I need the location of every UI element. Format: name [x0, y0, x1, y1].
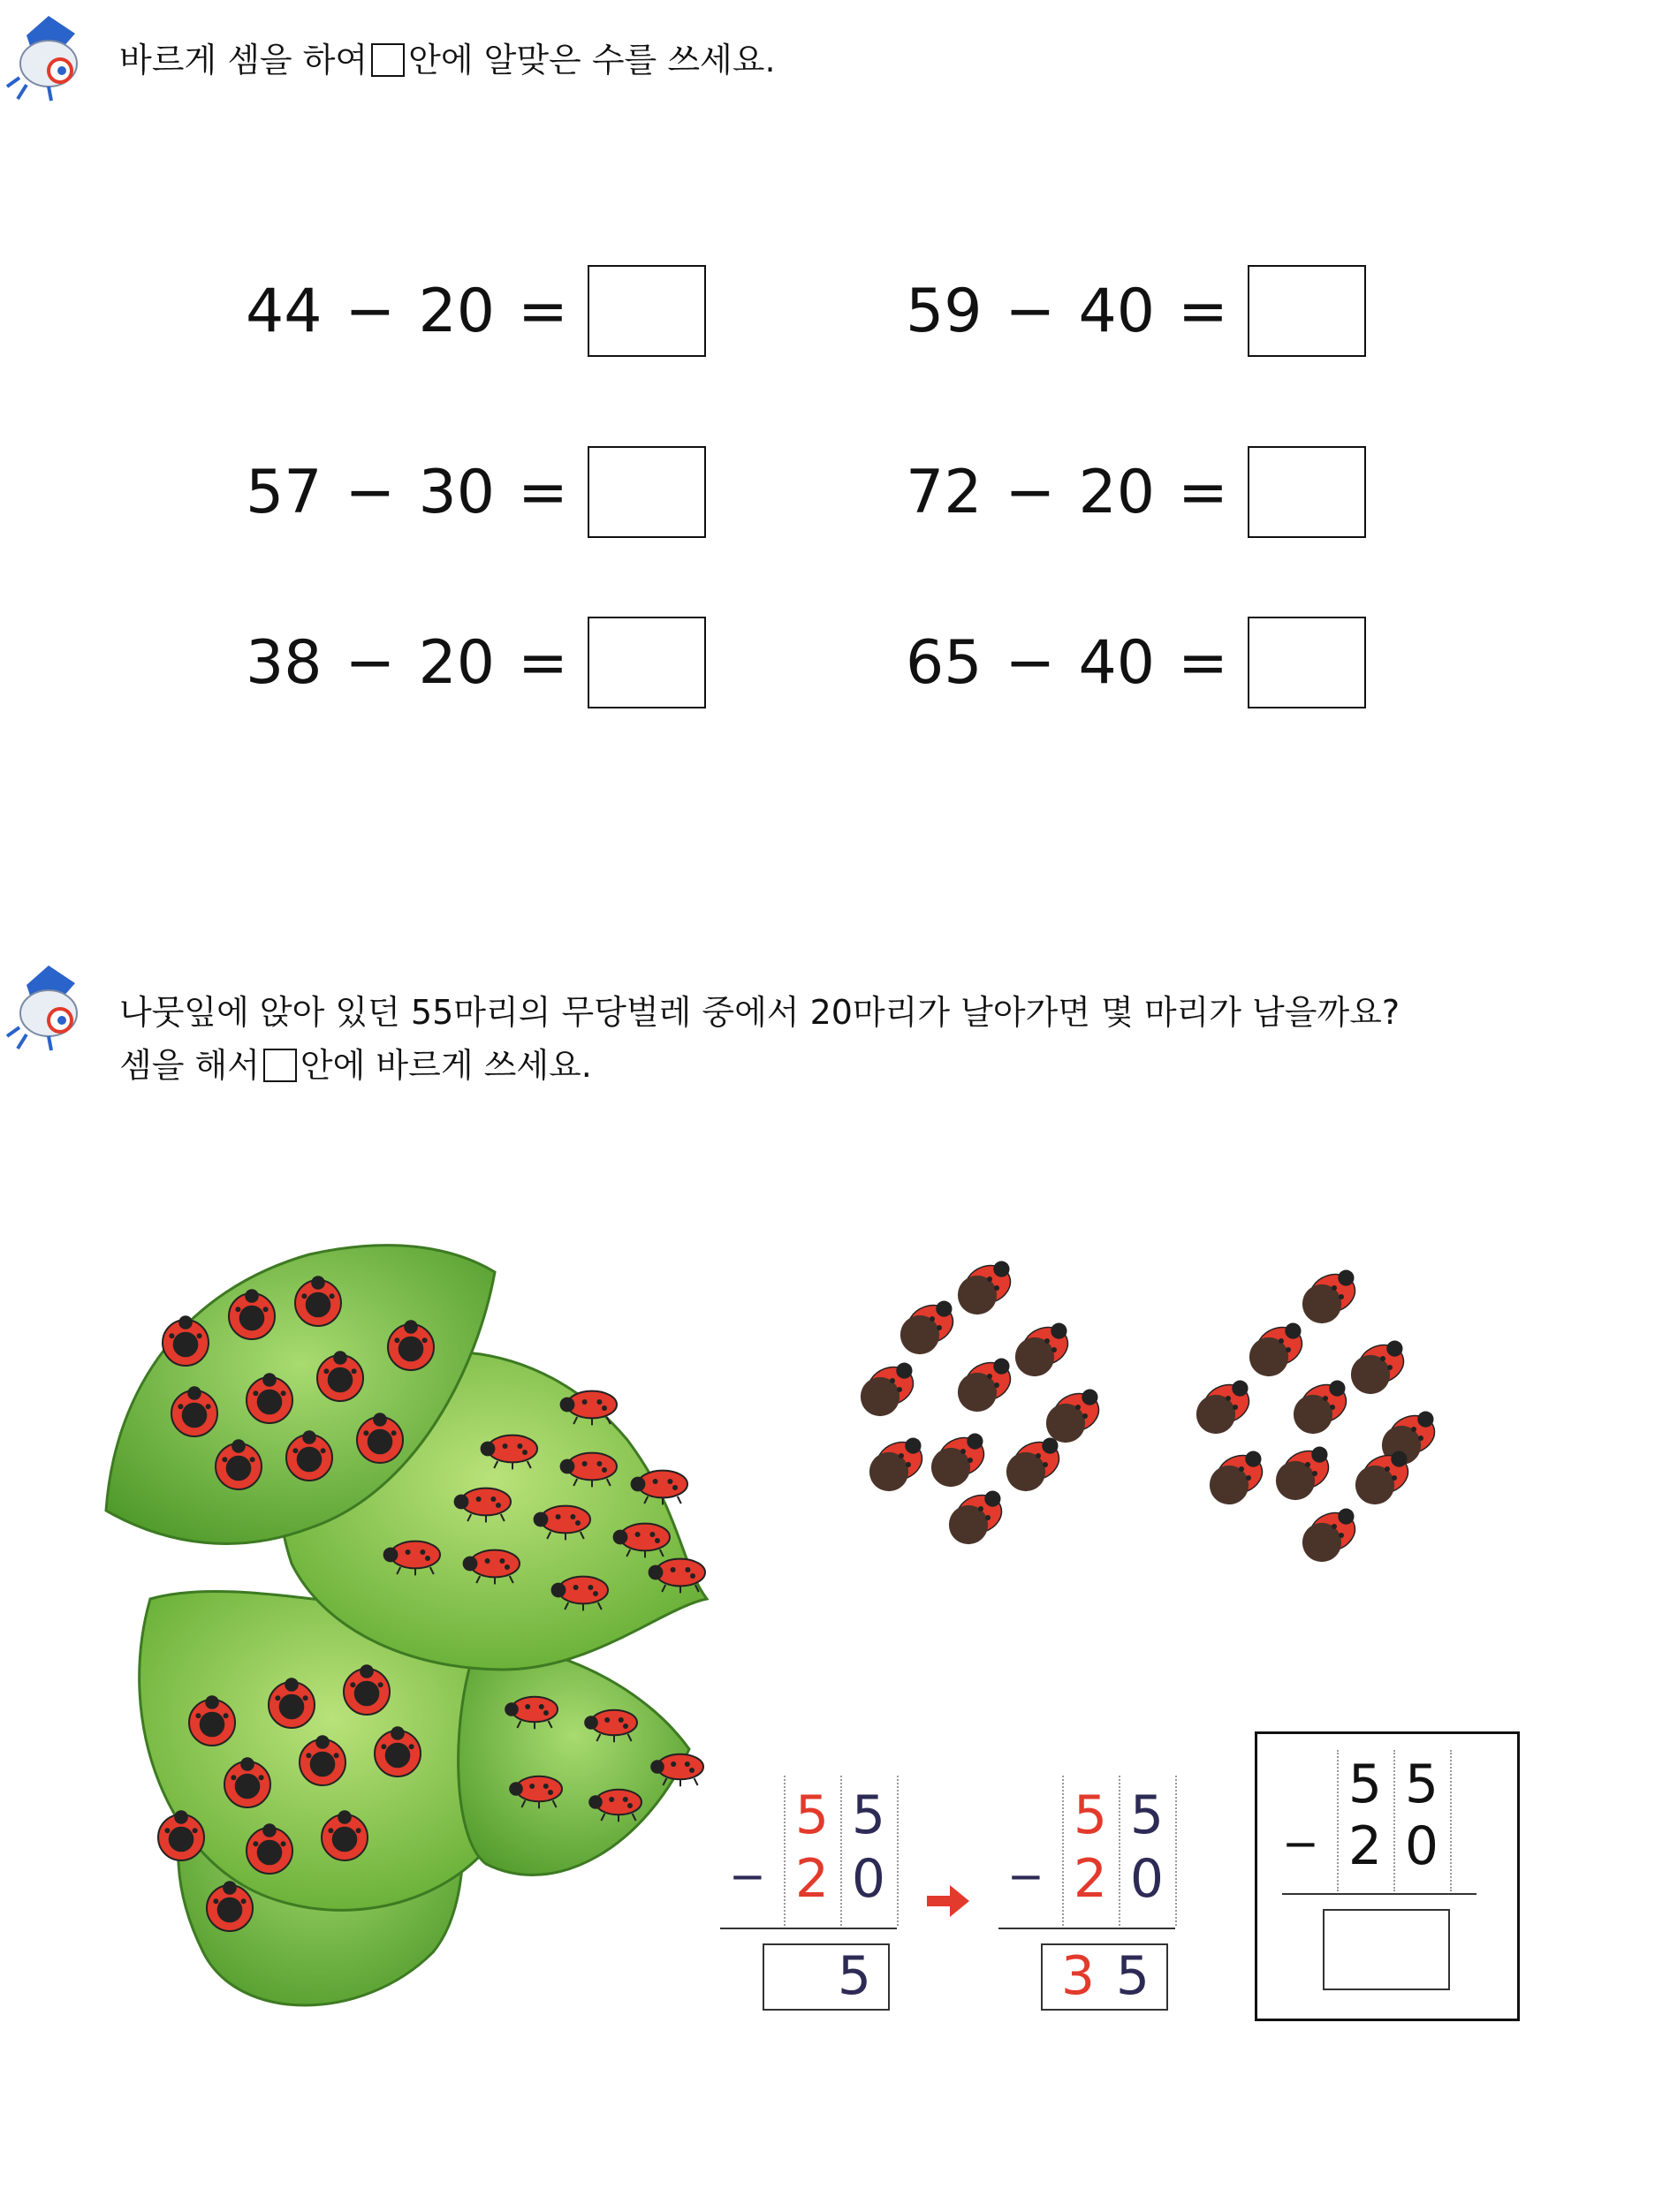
- bottom-tens-digit: 2: [1347, 1815, 1383, 1877]
- flying-ladybug-icon: [931, 1432, 990, 1488]
- equation-5-a: 38: [246, 627, 323, 698]
- bottom-tens-digit: 2: [1073, 1848, 1108, 1910]
- equation-6: [906, 617, 1366, 708]
- minus-sign: −: [1005, 276, 1056, 346]
- bottom-ones-digit: 0: [1404, 1815, 1439, 1877]
- bottom-ones-digit: 0: [851, 1848, 886, 1910]
- equation-3-b: 30: [418, 457, 496, 527]
- top-ones-digit: 5: [1404, 1754, 1439, 1815]
- instruction-2-text-a: 셈을 해서: [119, 1046, 260, 1085]
- flying-ladybug-icon: [1210, 1450, 1268, 1505]
- equation-4-a: 72: [906, 457, 983, 527]
- mascot-icon: [0, 9, 97, 106]
- equals-sign: =: [518, 457, 569, 527]
- flying-ladybug-icon: [1015, 1322, 1074, 1377]
- flying-ladybug-icon: [1351, 1339, 1409, 1395]
- top-tens-digit: 5: [1073, 1784, 1108, 1846]
- instruction-2-text-b: 안에 바르게 쓰세요.: [300, 1046, 592, 1085]
- flying-ladybug-icon: [958, 1260, 1016, 1315]
- flying-ladybug-icon: [1249, 1322, 1308, 1377]
- flying-ladybug-icon: [958, 1357, 1016, 1413]
- equation-1: [246, 265, 706, 357]
- instruction-1: [119, 35, 776, 85]
- instruction-1-text-b: 안에 알맞은 수를 쓰세요.: [408, 41, 776, 80]
- bottom-tens-digit: 2: [794, 1848, 830, 1910]
- mascot-icon: [0, 958, 97, 1056]
- instruction-2-line-1: 나뭇잎에 앉아 있던 55마리의 무당벌레 중에서 20마리가 날아가면 몇 마리가 남을까요?: [119, 993, 1401, 1032]
- equals-sign: =: [518, 627, 569, 698]
- top-tens-digit: 5: [1347, 1754, 1383, 1815]
- bottom-ones-digit: 0: [1129, 1848, 1165, 1910]
- column-divider: [1175, 1776, 1177, 1926]
- equation-5-b: 20: [418, 627, 496, 698]
- blank-box-icon: [263, 1049, 297, 1082]
- top-tens-digit: 5: [794, 1784, 830, 1846]
- result-tens-digit: 3: [1060, 1945, 1096, 2007]
- result-box-3[interactable]: [1323, 1909, 1450, 1990]
- equals-sign: =: [518, 276, 569, 346]
- flying-ladybugs-cluster-1: [857, 1246, 1149, 1555]
- minus-sign: −: [1007, 1851, 1044, 1902]
- vertical-calc-3-frame: [1255, 1731, 1520, 2021]
- minus-sign: −: [1005, 457, 1056, 527]
- flying-ladybug-icon: [869, 1436, 928, 1492]
- flying-ladybug-icon: [1196, 1379, 1255, 1435]
- minus-sign: −: [345, 457, 396, 527]
- minus-sign: −: [1282, 1818, 1319, 1869]
- equation-6-b: 40: [1078, 627, 1156, 698]
- answer-box-6[interactable]: [1248, 617, 1366, 708]
- sum-line: [720, 1928, 897, 1929]
- answer-box-1[interactable]: [588, 265, 706, 357]
- minus-sign: −: [345, 627, 396, 698]
- result-box-1[interactable]: [763, 1943, 890, 2011]
- arrow-right-icon: [923, 1882, 973, 1920]
- flying-ladybug-icon: [1302, 1269, 1361, 1324]
- equation-4-b: 20: [1078, 457, 1156, 527]
- sum-line: [998, 1928, 1175, 1929]
- equation-2-b: 40: [1078, 276, 1156, 346]
- flying-ladybug-group-1: [861, 1260, 1104, 1545]
- minus-sign: −: [1005, 627, 1056, 698]
- result-ones-digit: 5: [837, 1945, 872, 2007]
- answer-box-4[interactable]: [1248, 446, 1366, 538]
- minus-sign: −: [345, 276, 396, 346]
- column-divider: [897, 1776, 899, 1926]
- top-ones-digit: 5: [851, 1784, 886, 1846]
- flying-ladybugs-cluster-2: [1193, 1254, 1484, 1564]
- instruction-2-line-2: [119, 1041, 592, 1090]
- flying-ladybug-group-2: [1196, 1269, 1440, 1563]
- equation-5: [246, 617, 706, 708]
- equals-sign: =: [1178, 457, 1229, 527]
- answer-box-5[interactable]: [588, 617, 706, 708]
- flying-ladybug-icon: [1046, 1388, 1104, 1443]
- equation-1-a: 44: [246, 276, 323, 346]
- flying-ladybug-icon: [1355, 1450, 1414, 1505]
- flying-ladybug-icon: [1276, 1445, 1334, 1501]
- equation-6-a: 65: [906, 627, 983, 698]
- sum-line: [1282, 1893, 1476, 1895]
- equation-2-a: 59: [906, 276, 983, 346]
- flying-ladybug-icon: [1294, 1379, 1352, 1435]
- result-ones-digit: 5: [1115, 1945, 1150, 2007]
- minus-sign: −: [729, 1851, 766, 1902]
- equation-3: [246, 446, 706, 538]
- leaf-lower-right: [459, 1643, 689, 1875]
- flying-ladybug-icon: [1302, 1507, 1361, 1563]
- vertical-calc-2: [998, 1767, 1175, 2032]
- flying-ladybug-icon: [861, 1361, 919, 1417]
- flying-ladybug-icon: [900, 1299, 959, 1355]
- flying-ladybug-icon: [1006, 1436, 1065, 1492]
- flying-ladybug-icon: [949, 1489, 1007, 1545]
- result-box-2[interactable]: [1041, 1943, 1168, 2011]
- blank-box-icon: [371, 43, 405, 77]
- top-ones-digit: 5: [1129, 1784, 1165, 1846]
- answer-box-3[interactable]: [588, 446, 706, 538]
- vertical-calc-1: [720, 1767, 897, 2032]
- column-divider: [1450, 1750, 1452, 1891]
- equals-sign: =: [1178, 627, 1229, 698]
- equation-2: [906, 265, 1366, 357]
- answer-box-2[interactable]: [1248, 265, 1366, 357]
- equation-1-b: 20: [418, 276, 496, 346]
- leaves-with-ladybugs-illustration: [97, 1228, 804, 2041]
- equation-4: [906, 446, 1366, 538]
- instruction-1-text-a: 바르게 셈을 하여: [119, 41, 368, 80]
- equals-sign: =: [1178, 276, 1229, 346]
- equation-3-a: 57: [246, 457, 323, 527]
